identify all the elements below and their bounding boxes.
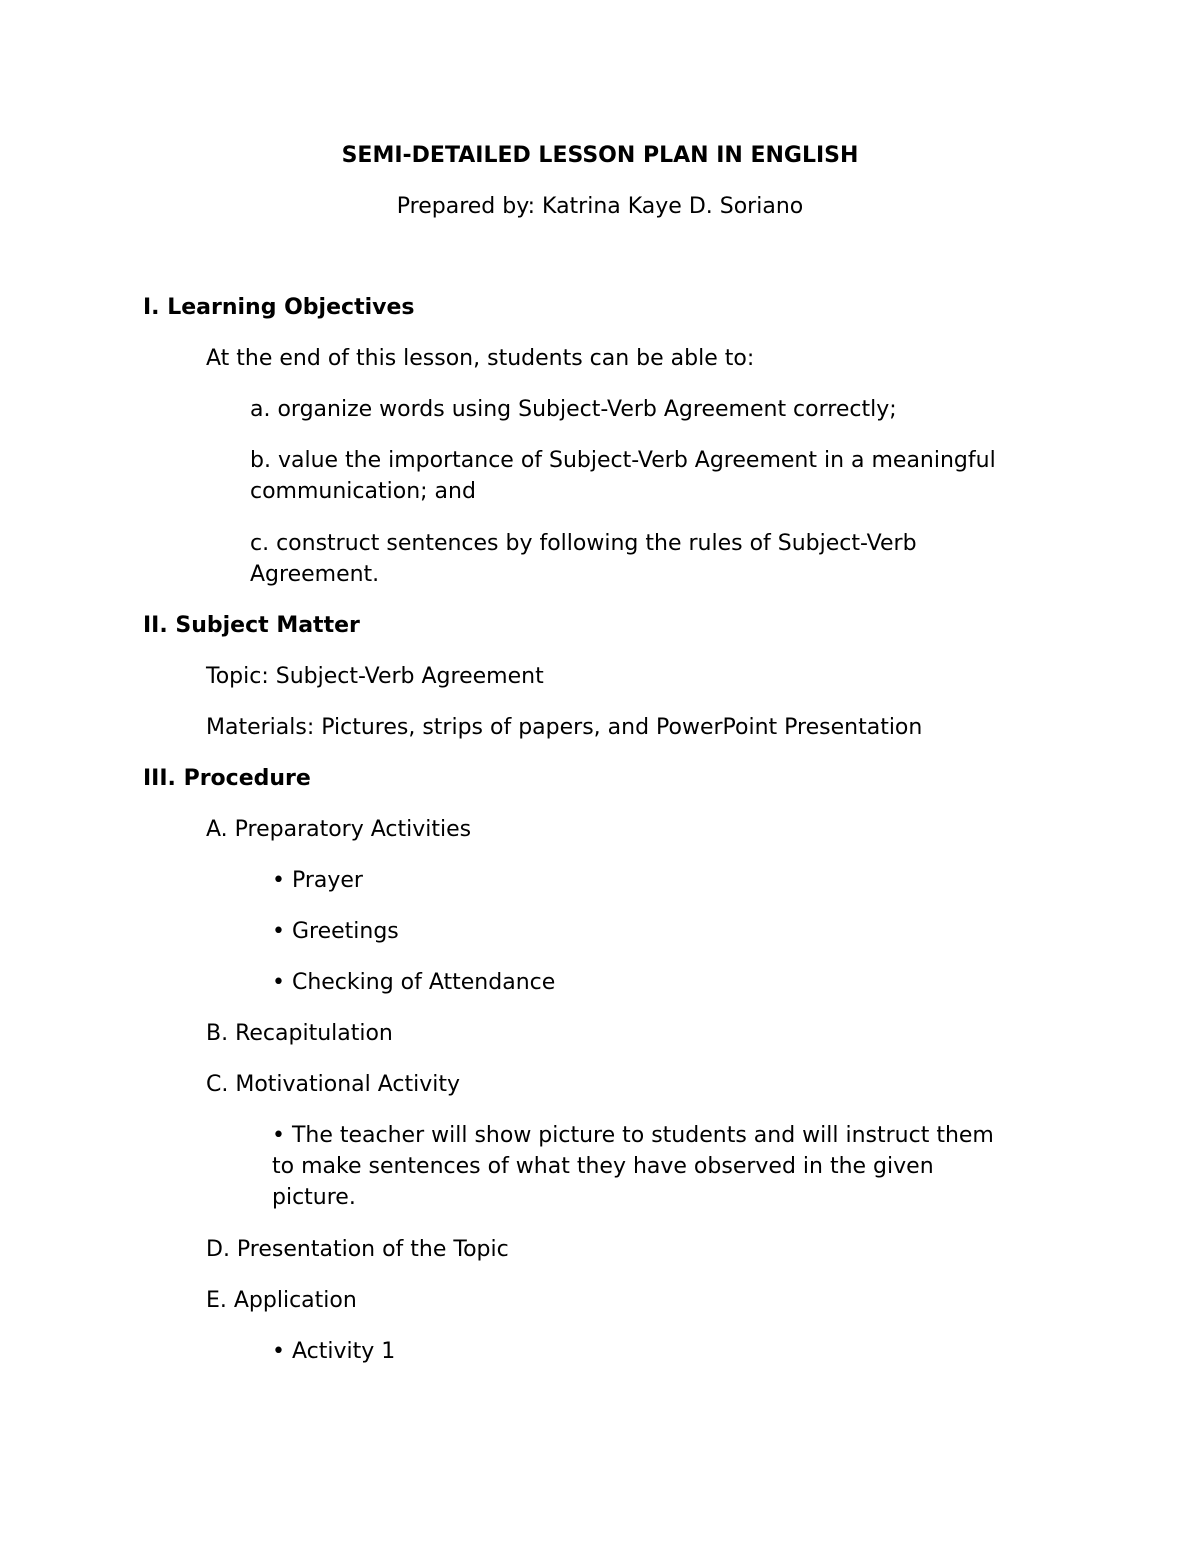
procedure-e-label: E. Application — [206, 1288, 357, 1313]
objective-a: a. organize words using Subject-Verb Agreement correctly; — [250, 397, 897, 422]
document-title: SEMI-DETAILED LESSON PLAN IN ENGLISH — [341, 143, 859, 168]
procedure-d-label: D. Presentation of the Topic — [206, 1237, 509, 1262]
procedure-e-bullet-activity1: • Activity 1 — [272, 1339, 396, 1364]
subject-materials: Materials: Pictures, strips of papers, and PowerPoint Presentation — [206, 715, 923, 740]
section-heading-learning-objectives: I. Learning Objectives — [143, 295, 415, 320]
procedure-b-label: B. Recapitulation — [206, 1021, 393, 1046]
subject-topic: Topic: Subject-Verb Agreement — [206, 664, 544, 689]
procedure-c-bullet-line2: to make sentences of what they have observed in the given — [272, 1154, 934, 1179]
objective-c-line2: Agreement. — [250, 562, 380, 587]
section-heading-procedure: III. Procedure — [143, 766, 311, 791]
objective-b-line1: b. value the importance of Subject-Verb Agreement in a meaningful — [250, 448, 996, 473]
objective-c-line1: c. construct sentences by following the rules of Subject-Verb — [250, 531, 917, 556]
section-heading-subject-matter: II. Subject Matter — [143, 613, 360, 638]
procedure-a-bullet-attendance: • Checking of Attendance — [272, 970, 556, 995]
objectives-intro: At the end of this lesson, students can be able to: — [206, 346, 755, 371]
procedure-c-bullet-line1: • The teacher will show picture to students and will instruct them — [272, 1123, 994, 1148]
procedure-a-bullet-greetings: • Greetings — [272, 919, 399, 944]
procedure-a-label: A. Preparatory Activities — [206, 817, 472, 842]
procedure-c-bullet-line3: picture. — [272, 1185, 356, 1210]
prepared-by: Prepared by: Katrina Kaye D. Soriano — [396, 194, 804, 219]
objective-b-line2: communication; and — [250, 479, 476, 504]
procedure-a-bullet-prayer: • Prayer — [272, 868, 363, 893]
procedure-c-label: C. Motivational Activity — [206, 1072, 461, 1097]
